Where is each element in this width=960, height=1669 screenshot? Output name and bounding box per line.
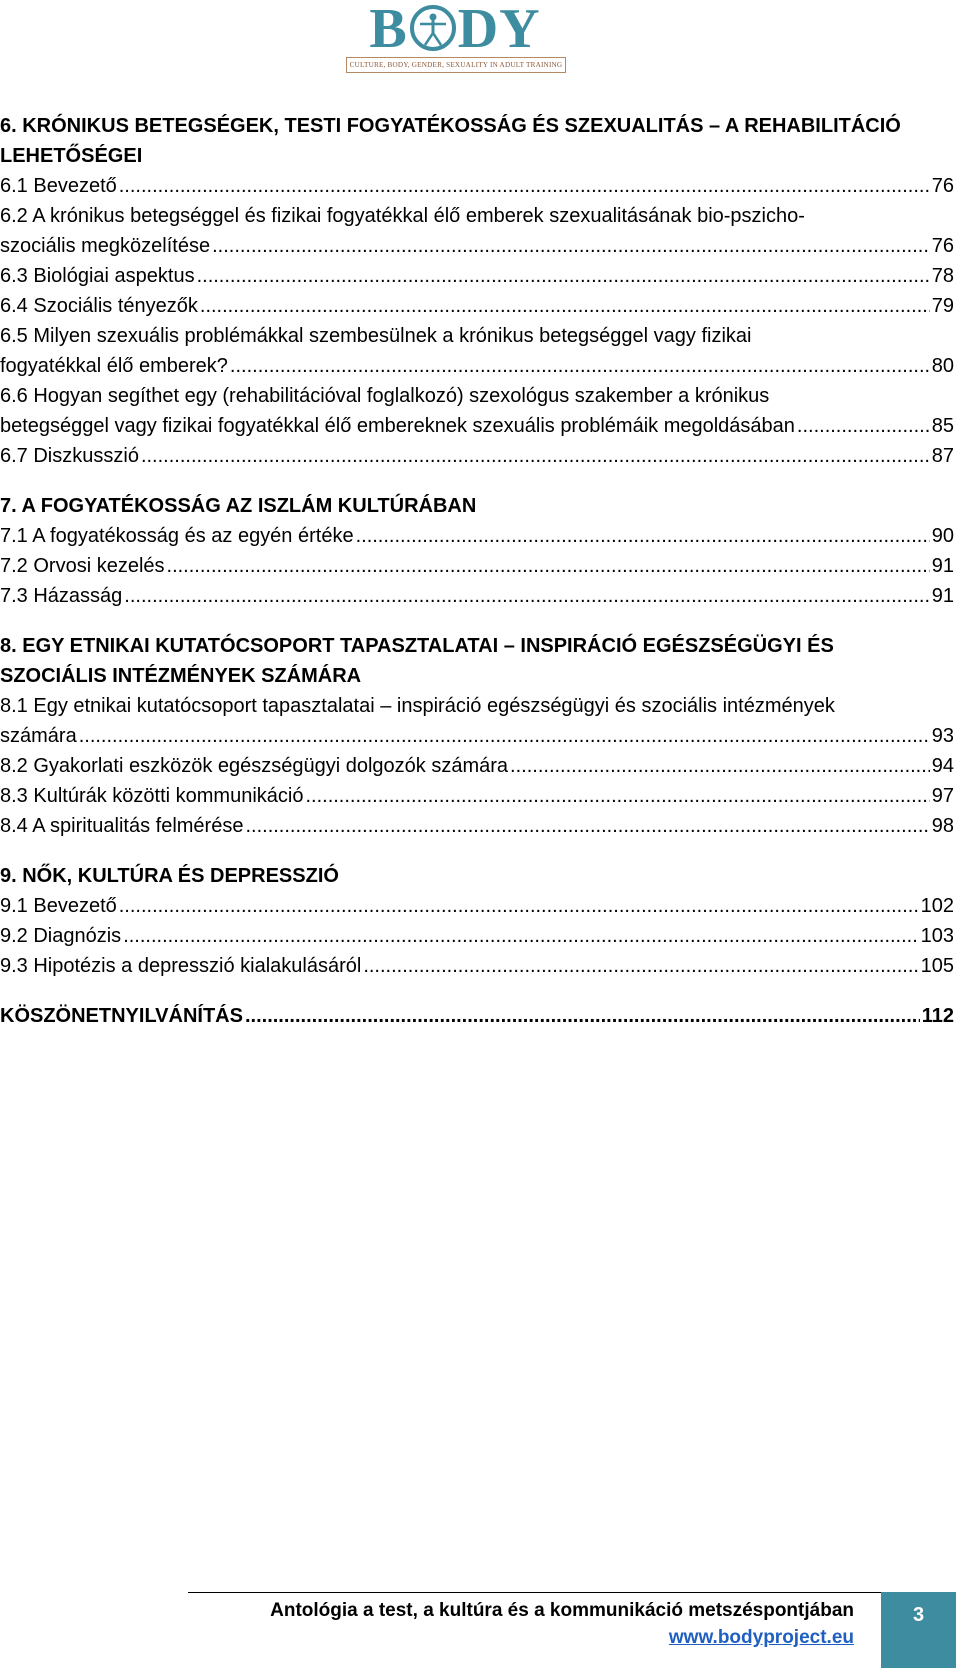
toc-entry[interactable] bbox=[0, 951, 954, 981]
vitruvian-man-icon bbox=[410, 5, 456, 51]
toc-page-number: 105 bbox=[920, 955, 954, 977]
dot-leader bbox=[200, 291, 930, 321]
toc-page-number: 79 bbox=[931, 295, 954, 317]
dot-leader bbox=[363, 951, 918, 981]
toc-entry[interactable] bbox=[0, 411, 954, 441]
toc-entry-title: 6.3 Biológiai aspektus bbox=[0, 265, 195, 287]
toc-entry[interactable] bbox=[0, 261, 954, 291]
footer-title: Antológia a test, a kultúra és a kommunikáció metszéspontjában bbox=[270, 1600, 854, 1621]
dot-leader bbox=[245, 1001, 920, 1031]
toc-entry-title: 8.2 Gyakorlati eszközök egészségügyi dolgozók számára bbox=[0, 755, 509, 777]
logo-wordmark bbox=[340, 0, 570, 60]
toc-entry-title: 6.6 Hogyan segíthet egy (rehabilitációval foglalkozó) szexológus szakember a krónikus bbox=[0, 385, 770, 407]
toc-entry-title: 9.1 Bevezető bbox=[0, 895, 117, 917]
toc-entry-title: 6.5 Milyen szexuális problémákkal szembesülnek a krónikus betegséggel vagy fizikai bbox=[0, 325, 752, 347]
toc-page-number: 112 bbox=[921, 1005, 954, 1027]
toc-entry-title: szociális megközelítése bbox=[0, 235, 211, 257]
toc-page-number: 93 bbox=[931, 725, 954, 747]
dot-leader bbox=[119, 171, 930, 201]
toc-page-number: 85 bbox=[931, 415, 954, 437]
footer-divider bbox=[188, 1592, 888, 1593]
toc-page-number: 87 bbox=[931, 445, 954, 467]
toc-entry-acknowledgements[interactable] bbox=[0, 1001, 954, 1031]
dot-leader bbox=[123, 921, 918, 951]
section-heading: SZOCIÁLIS INTÉZMÉNYEK SZÁMÁRA bbox=[0, 665, 362, 687]
table-of-contents bbox=[0, 111, 954, 1031]
toc-entry[interactable] bbox=[0, 441, 954, 471]
section-heading: 7. A FOGYATÉKOSSÁG AZ ISZLÁM KULTÚRÁBAN bbox=[0, 495, 477, 517]
logo-letters-dy: DY bbox=[457, 0, 541, 60]
toc-entry[interactable] bbox=[0, 171, 954, 201]
logo-tagline: CULTURE, BODY, GENDER, SEXUALITY IN ADULT TRAINING bbox=[346, 57, 566, 73]
section-heading: LEHETŐSÉGEI bbox=[0, 145, 143, 167]
toc-page-number: 78 bbox=[931, 265, 954, 287]
dot-leader bbox=[141, 441, 930, 471]
toc-page-number: 91 bbox=[931, 585, 954, 607]
toc-entry[interactable] bbox=[0, 721, 954, 751]
toc-page-number: 90 bbox=[931, 525, 954, 547]
dot-leader bbox=[124, 581, 929, 611]
dot-leader bbox=[356, 521, 930, 551]
toc-entry[interactable] bbox=[0, 811, 954, 841]
toc-entry-title: 8.4 A spiritualitás felmérése bbox=[0, 815, 244, 837]
dot-leader bbox=[197, 261, 930, 291]
footer-link[interactable]: www.bodyproject.eu bbox=[668, 1627, 854, 1648]
toc-page-number: 102 bbox=[920, 895, 954, 917]
toc-entry-title: KÖSZÖNETNYILVÁNÍTÁS bbox=[0, 1005, 243, 1027]
toc-entry-title: 6.4 Szociális tényezők bbox=[0, 295, 198, 317]
toc-entry-title: fogyatékkal élő emberek? bbox=[0, 355, 228, 377]
toc-page-number: 76 bbox=[931, 235, 954, 257]
toc-page-number: 97 bbox=[931, 785, 954, 807]
toc-entry-title: 6.7 Diszkusszió bbox=[0, 445, 139, 467]
toc-page-number: 98 bbox=[931, 815, 954, 837]
toc-entry[interactable] bbox=[0, 351, 954, 381]
toc-entry[interactable] bbox=[0, 551, 954, 581]
toc-entry[interactable] bbox=[0, 891, 954, 921]
dot-leader bbox=[79, 721, 930, 751]
toc-page-number: 91 bbox=[931, 555, 954, 577]
toc-entry-title: 8.3 Kultúrák közötti kommunikáció bbox=[0, 785, 304, 807]
toc-entry[interactable] bbox=[0, 581, 954, 611]
dot-leader bbox=[230, 351, 930, 381]
toc-entry-title: 6.1 Bevezető bbox=[0, 175, 117, 197]
dot-leader bbox=[510, 751, 930, 781]
toc-entry[interactable] bbox=[0, 231, 954, 261]
toc-entry-title: 7.2 Orvosi kezelés bbox=[0, 555, 165, 577]
toc-entry-title: betegséggel vagy fizikai fogyatékkal élő embereknek szexuális problémáik megoldásában bbox=[0, 415, 795, 437]
toc-entry-title: 8.1 Egy etnikai kutatócsoport tapasztalatai – inspiráció egészségügyi és szociális intézmények bbox=[0, 695, 835, 717]
toc-entry[interactable] bbox=[0, 521, 954, 551]
section-heading: 8. EGY ETNIKAI KUTATÓCSOPORT TAPASZTALATAI – INSPIRÁCIÓ EGÉSZSÉGÜGYI ÉS bbox=[0, 635, 834, 657]
section-heading: 6. KRÓNIKUS BETEGSÉGEK, TESTI FOGYATÉKOSSÁG ÉS SZEXUALITÁS – A REHABILITÁCIÓ bbox=[0, 115, 901, 137]
toc-entry[interactable] bbox=[0, 921, 954, 951]
toc-page-number: 103 bbox=[920, 925, 954, 947]
page-number-badge: 3 bbox=[881, 1592, 956, 1668]
toc-page-number: 94 bbox=[931, 755, 954, 777]
toc-entry-title: számára bbox=[0, 725, 77, 747]
toc-entry-title: 6.2 A krónikus betegséggel és fizikai fogyatékkal élő emberek szexualitásának bio-pszicho- bbox=[0, 205, 805, 227]
logo-letter-b: B bbox=[369, 0, 408, 60]
toc-entry[interactable] bbox=[0, 751, 954, 781]
dot-leader bbox=[167, 551, 930, 581]
body-logo bbox=[340, 2, 570, 74]
toc-entry-title: 7.3 Házasság bbox=[0, 585, 123, 607]
toc-entry-title: 7.1 A fogyatékosság és az egyén értéke bbox=[0, 525, 354, 547]
toc-entry[interactable] bbox=[0, 781, 954, 811]
toc-entry[interactable] bbox=[0, 291, 954, 321]
dot-leader bbox=[119, 891, 919, 921]
toc-entry-title: 9.3 Hipotézis a depresszió kialakulásáról bbox=[0, 955, 362, 977]
dot-leader bbox=[245, 811, 929, 841]
section-heading: 9. NŐK, KULTÚRA ÉS DEPRESSZIÓ bbox=[0, 865, 339, 887]
toc-entry-title: 9.2 Diagnózis bbox=[0, 925, 122, 947]
dot-leader bbox=[305, 781, 929, 811]
dot-leader bbox=[212, 231, 930, 261]
dot-leader bbox=[797, 411, 930, 441]
toc-page-number: 76 bbox=[931, 175, 954, 197]
toc-page-number: 80 bbox=[931, 355, 954, 377]
